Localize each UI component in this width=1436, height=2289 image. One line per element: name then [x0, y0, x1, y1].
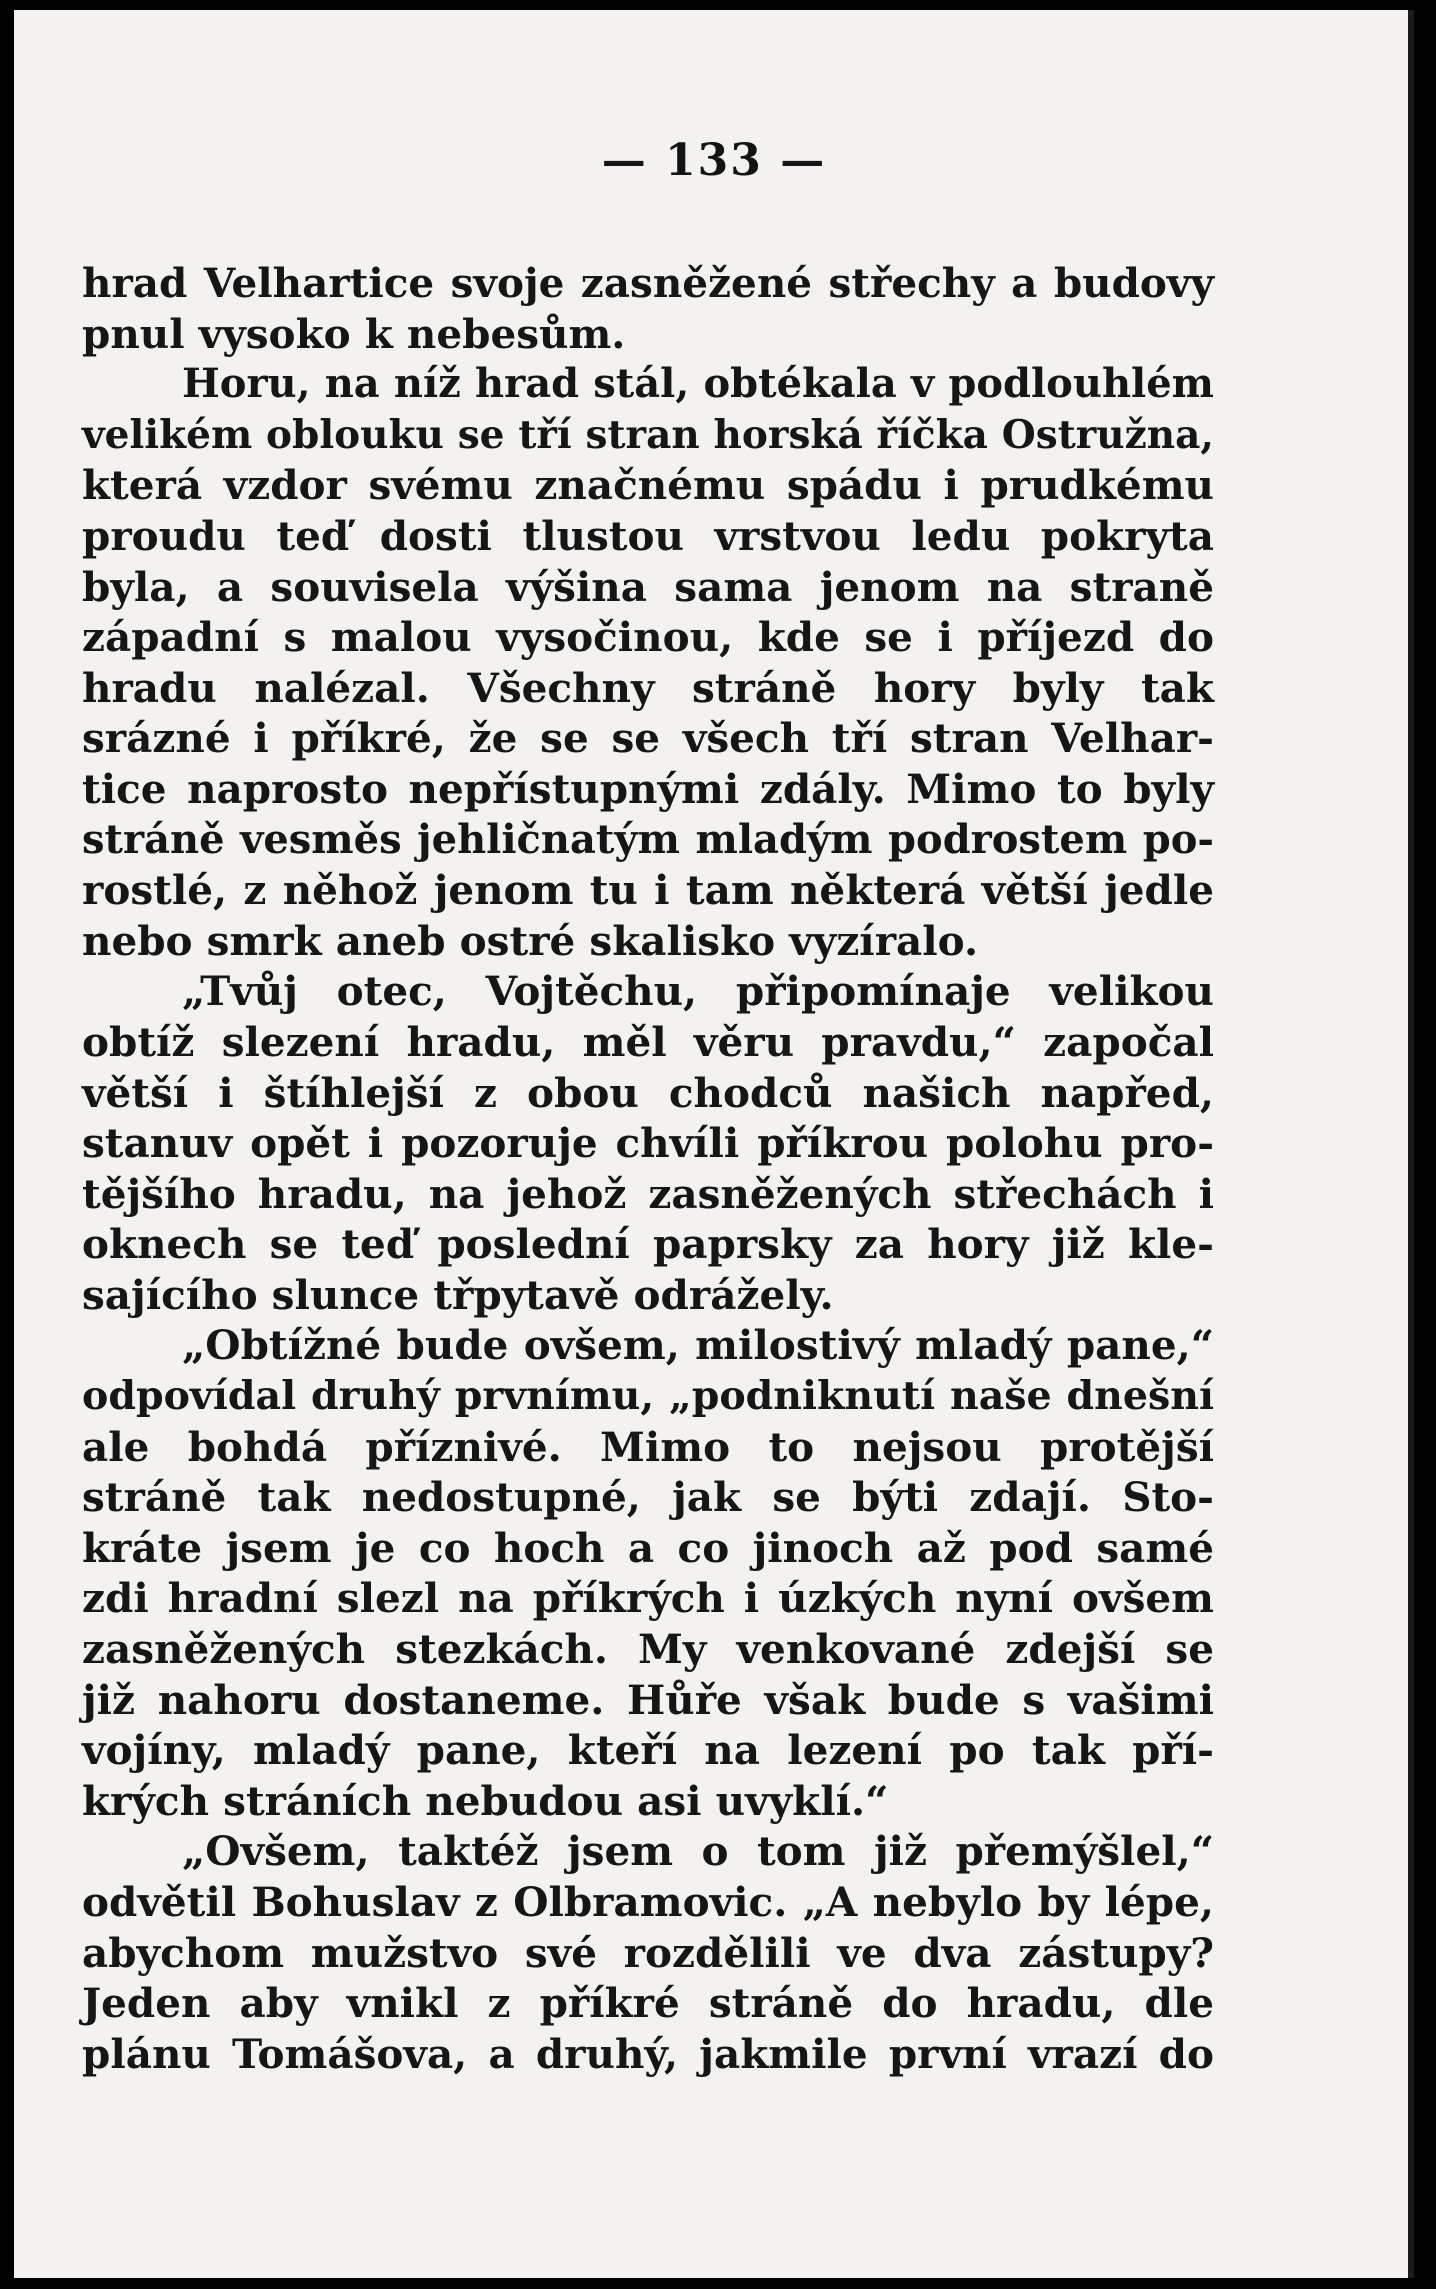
text-line: hradu nalézal. Všechny stráně hory byly tak — [82, 663, 1214, 712]
text-line: stráně vesměs jehličnatým mladým podrostem po- — [82, 815, 1214, 863]
text-line: větší i štíhlejší z obou chodců našich napřed, — [82, 1068, 1214, 1117]
text-line: Jeden aby vnikl z příkré stráně do hradu, dle — [82, 1979, 1214, 2028]
text-line: „Ovšem, taktéž jsem o tom již přemýšlel,“ — [182, 1827, 1214, 1876]
text-line: odvětil Bohuslav z Olbramovic. „A nebylo by lépe, — [82, 1878, 1214, 1926]
text-line: obtíž slezení hradu, měl věru pravdu,“ započal — [82, 1017, 1214, 1066]
text-line: srázné i příkré, že se se všech tří stran Velhar- — [82, 714, 1214, 763]
text-line: „Obtížné bude ovšem, milostivý mladý pane,“ — [182, 1321, 1214, 1370]
body-text — [82, 258, 1214, 2079]
text-line: byla, a souvisela výšina sama jenom na straně — [82, 562, 1214, 611]
book-page — [14, 10, 1414, 2278]
text-line: krých stráních nebudou asi uvyklí.“ — [82, 1776, 889, 1825]
text-line: která vzdor svému značnému spádu i prudkému — [82, 461, 1214, 510]
text-line: stráně tak nedostupné, jak se býti zdají. Sto- — [82, 1473, 1214, 1522]
text-line: nebo smrk aneb ostré skalisko vyzíralo. — [82, 916, 979, 965]
text-line: rostlé, z něhož jenom tu i tam některá větší jedle — [82, 866, 1214, 915]
text-line: velikém oblouku se tří stran horská říčka Ostružna, — [82, 411, 1214, 458]
text-line: zasněžených stezkách. My venkované zdejší se — [82, 1625, 1214, 1674]
text-line: tice naprosto nepřístupnými zdály. Mimo to byly — [82, 764, 1214, 813]
text-line: již nahoru dostaneme. Hůře však bude s vašimi — [82, 1675, 1214, 1724]
text-line: „Tvůj otec, Vojtěchu, připomínaje velikou — [182, 967, 1214, 1016]
text-line: stanuv opět i pozoruje chvíli příkrou polohu pro- — [82, 1119, 1214, 1168]
text-line: plánu Tomášova, a druhý, jakmile první vrazí do — [82, 2029, 1214, 2078]
text-line: proudu teď dosti tlustou vrstvou ledu pokryta — [82, 511, 1214, 560]
text-line: ale bohdá příznivé. Mimo to nejsou protější — [82, 1422, 1214, 1471]
text-line: hrad Velhartice svoje zasněžené střechy a budovy — [82, 259, 1214, 307]
text-line: tějšího hradu, na jehož zasněžených střechách i — [82, 1169, 1214, 1218]
text-line: oknech se teď poslední paprsky za hory již kle- — [82, 1220, 1214, 1269]
text-line: vojíny, mladý pane, kteří na lezení po tak pří- — [82, 1726, 1214, 1775]
text-line: odpovídal druhý prvnímu, „podniknutí naše dnešní — [82, 1373, 1214, 1420]
text-line: Horu, na níž hrad stál, obtékala v podlouhlém — [182, 360, 1214, 408]
text-line: pnul vysoko k nebesům. — [82, 309, 626, 358]
text-line: kráte jsem je co hoch a co jinoch až pod samé — [82, 1523, 1214, 1572]
text-line: západní s malou vysočinou, kde se i příjezd do — [82, 613, 1214, 662]
text-line: sajícího slunce třpytavě odrážely. — [82, 1270, 834, 1319]
page-number: — 133 — — [601, 135, 827, 186]
text-line: zdi hradní slezl na příkrých i úzkých nyní ovšem — [82, 1574, 1214, 1623]
text-line: abychom mužstvo své rozdělili ve dva zástupy? — [82, 1928, 1214, 1977]
